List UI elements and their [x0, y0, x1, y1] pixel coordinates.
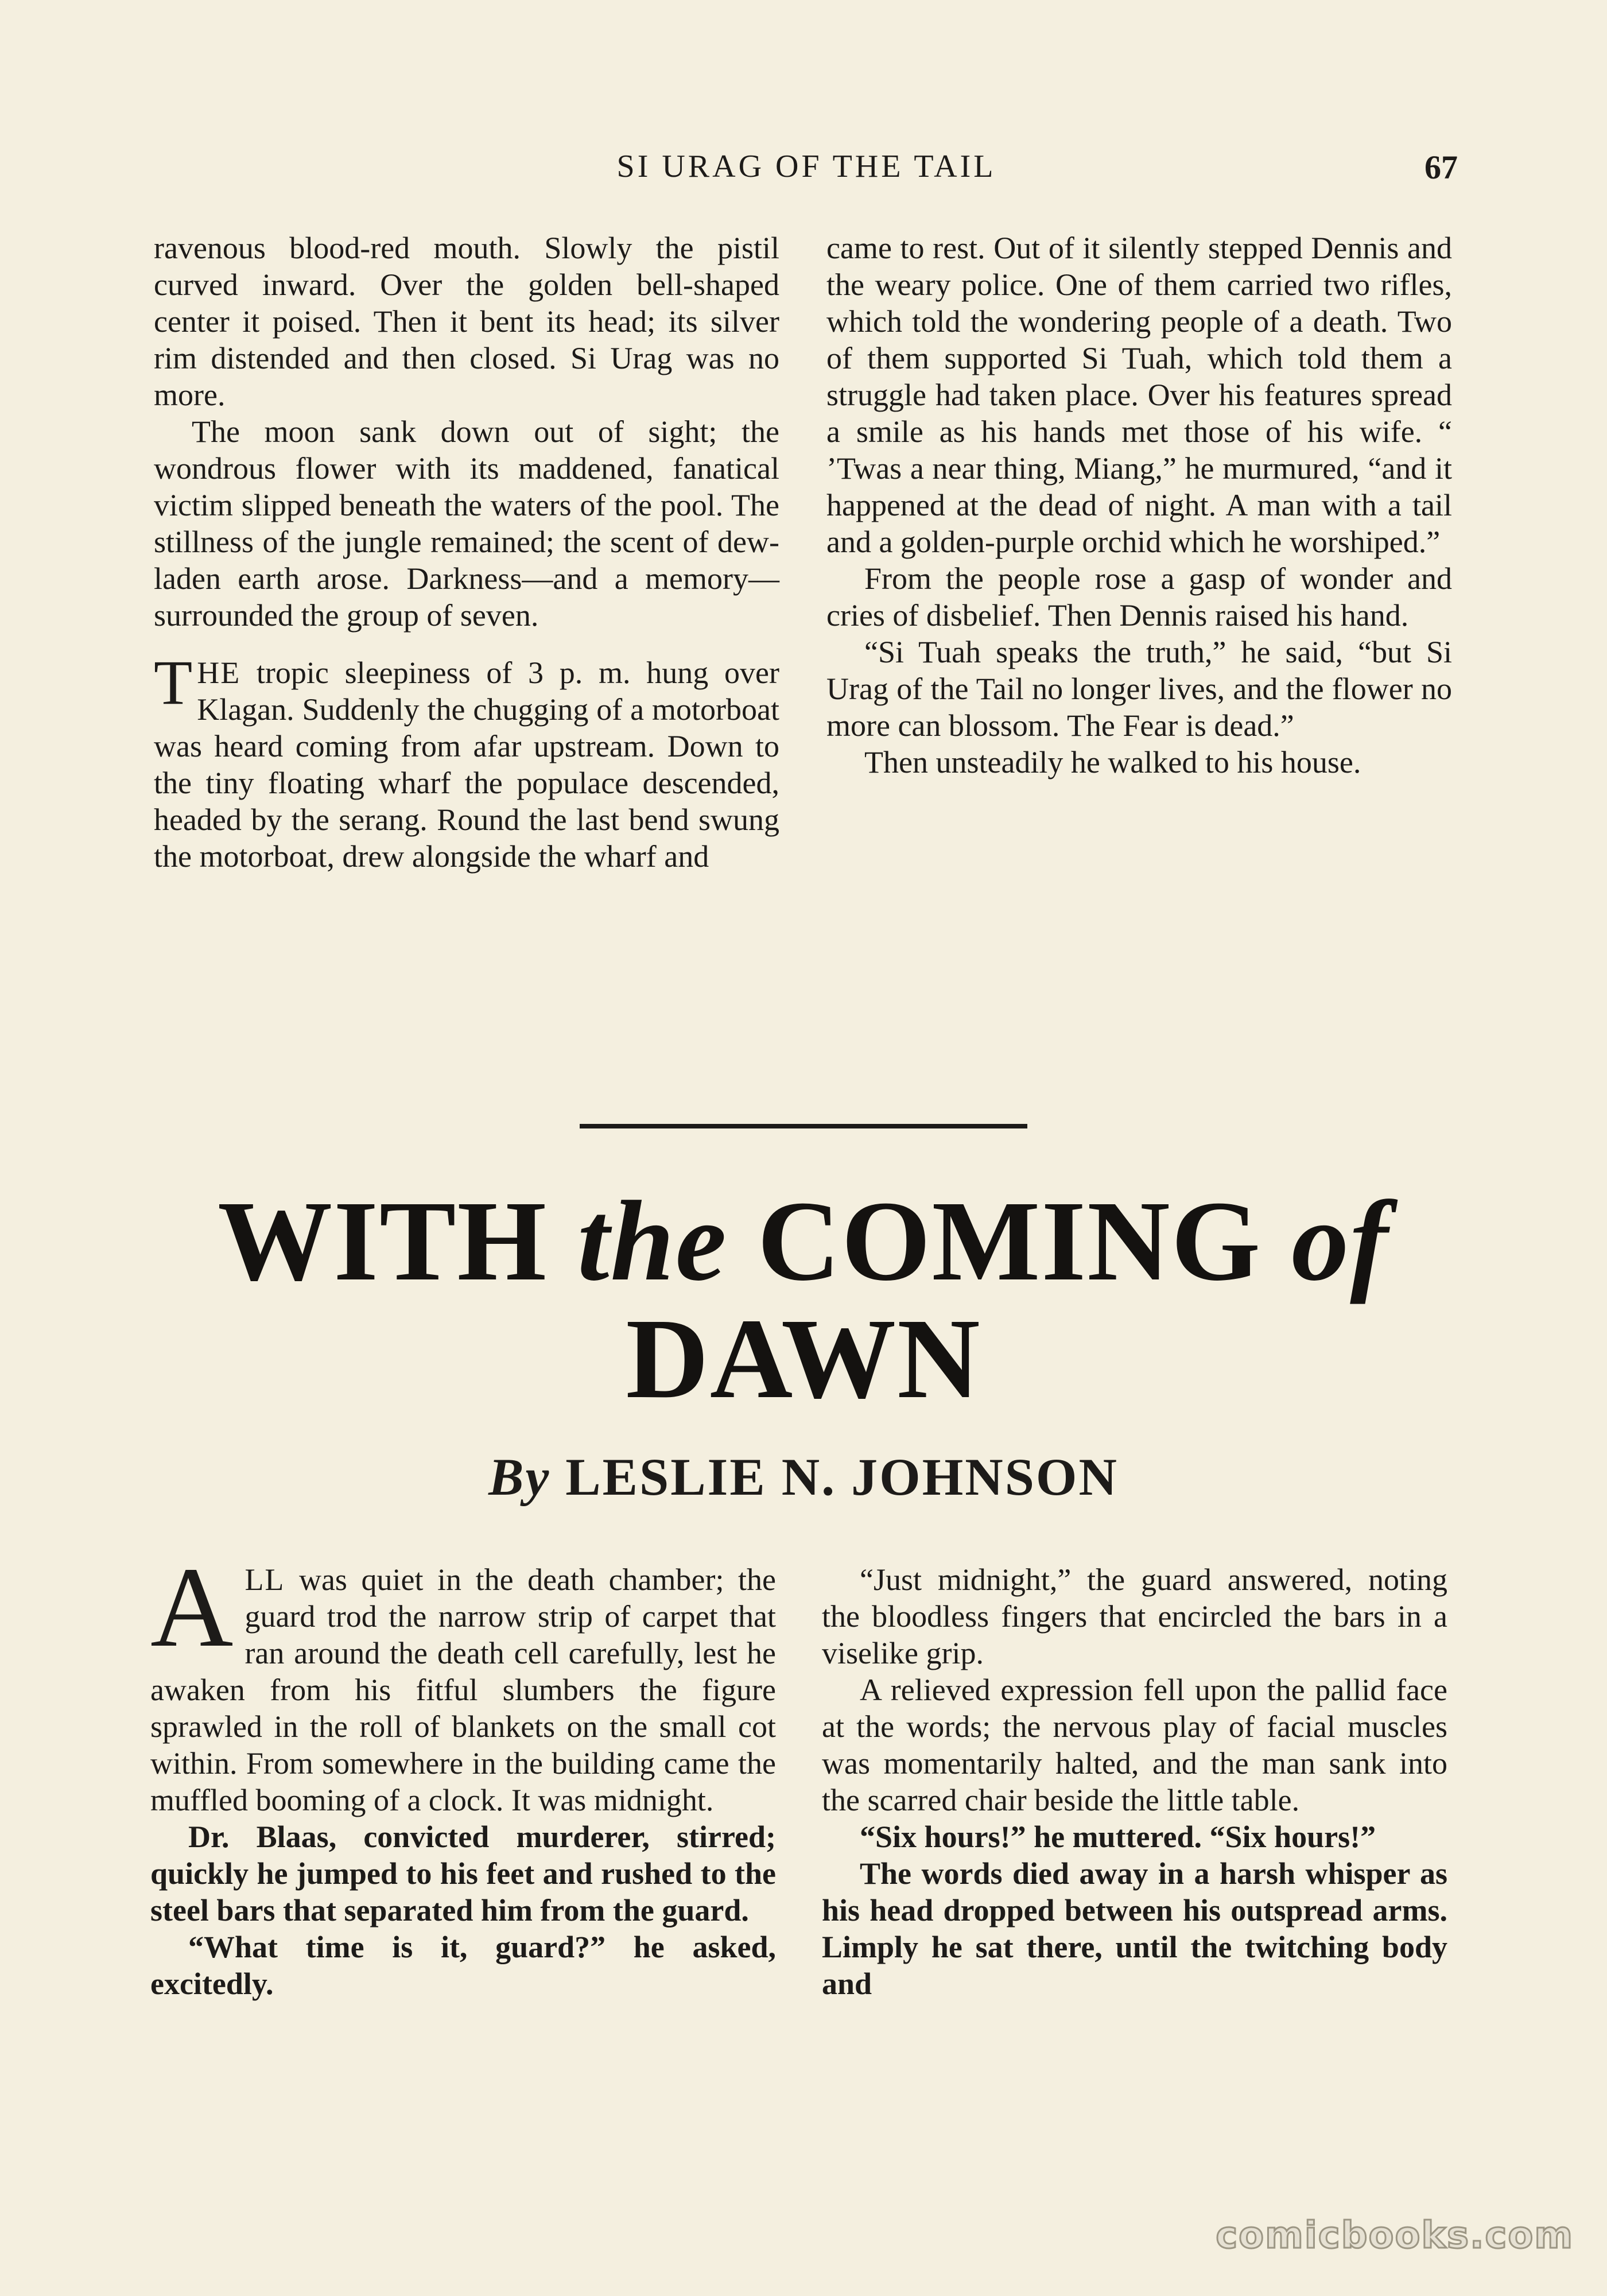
small-caps-lead: LL [244, 1562, 285, 1597]
title-word-italic: of [1291, 1178, 1389, 1305]
paragraph: “Six hours!” he muttered. “Six hours!” [860, 1820, 1376, 1854]
title-word: COMING [727, 1178, 1292, 1305]
opening-paragraph [150, 1544, 776, 1818]
running-head [155, 145, 1458, 191]
paragraph: came to rest. Out of it silently stepped Dennis and the weary police. One of them carried two rifles, which told the wondering people of a death. Two of them supported Si Tuah, which told them a struggle had taken place. Over his features spread a smile as his hands met those of his wife. “ ’Twas a near thing, Miang,” he murmured, “and it happened at the dead of night. A man with a tail and a golden-purple orchid which he worshiped.” [826, 231, 1452, 559]
paragraph: ravenous blood-red mouth. Slowly the pistil curved inward. Over the golden bell-shaped center it poised. Then it bent its head; its silver rim distended and then closed. Si Urag was no more. [154, 231, 779, 412]
paragraph: A relieved expression fell upon the pallid face at the words; the nervous play of facial muscles was momentarily halted, and the man sank into the scarred chair beside the little table. [822, 1673, 1447, 1817]
paragraph: The words died away in a harsh whisper as his head dropped between his outspread arms. Limply he sat there, until the twitching body and [822, 1856, 1447, 2001]
section-paragraph [154, 647, 779, 875]
byline-by: By [488, 1448, 551, 1506]
paragraph: Dr. Blaas, convicted murderer, stirred; quickly he jumped to his feet and rushed to the steel bars that separated him from the guard. [150, 1820, 776, 1927]
page-number: 67 [1424, 149, 1458, 186]
paragraph: The moon sank down out of sight; the wondrous flower with its maddened, fanatical victim slipped beneath the waters of the pool. The stillness of the jungle remained; the scent of dew-laden earth arose. Darkness—and a memory—surrounded the group of seven. [154, 414, 779, 633]
story-divider-rule [580, 1124, 1027, 1128]
paragraph-text: was quiet in the death chamber; the guard trod the narrow strip of carpet that ran around the death cell carefully, lest he awaken from his fitful slumbers the figure sprawled in the roll of blankets on the small cot within. From somewhere in the building came the muffled booming of a clock. It was midnight. [150, 1562, 776, 1817]
story-column-right [822, 1561, 1447, 2002]
byline-author: LESLIE N. JOHNSON [550, 1448, 1119, 1506]
previous-story-column-left [154, 230, 779, 875]
paragraph: From the people rose a gasp of wonder and cries of disbelief. Then Dennis raised his hand. [826, 561, 1452, 633]
story-title [115, 1178, 1492, 1422]
paragraph: Then unsteadily he walked to his house. [864, 745, 1361, 779]
title-word: WITH [218, 1178, 577, 1305]
byline [115, 1446, 1492, 1507]
previous-story-column-right [826, 230, 1452, 781]
paragraph: “Just midnight,” the guard answered, noting the bloodless fingers that encircled the bars in a viselike grip. [822, 1562, 1447, 1670]
drop-cap: T [154, 647, 193, 718]
running-head-title: SI URAG OF THE TAIL [616, 149, 996, 184]
small-caps-lead: HE [197, 656, 241, 690]
paragraph: “Si Tuah speaks the truth,” he said, “but Si Urag of the Tail no longer lives, and the flower no more can blossom. The Fear is dead.” [826, 635, 1452, 743]
title-line-2: DAWN [626, 1296, 981, 1422]
paragraph-text: tropic sleepiness of 3 p. m. hung over Klagan. Suddenly the chugging of a motorboat was heard coming from afar upstream. Down to the tiny floating wharf the populace descended, headed by the serang. Round the last bend swung the motorboat, drew alongside the wharf and [154, 656, 779, 874]
drop-cap: A [150, 1544, 234, 1671]
paragraph: “What time is it, guard?” he asked, excitedly. [150, 1930, 776, 2001]
story-column-left [150, 1544, 776, 2002]
title-word-italic: the [577, 1178, 728, 1305]
site-watermark: comicbooks.com [1216, 2214, 1574, 2257]
